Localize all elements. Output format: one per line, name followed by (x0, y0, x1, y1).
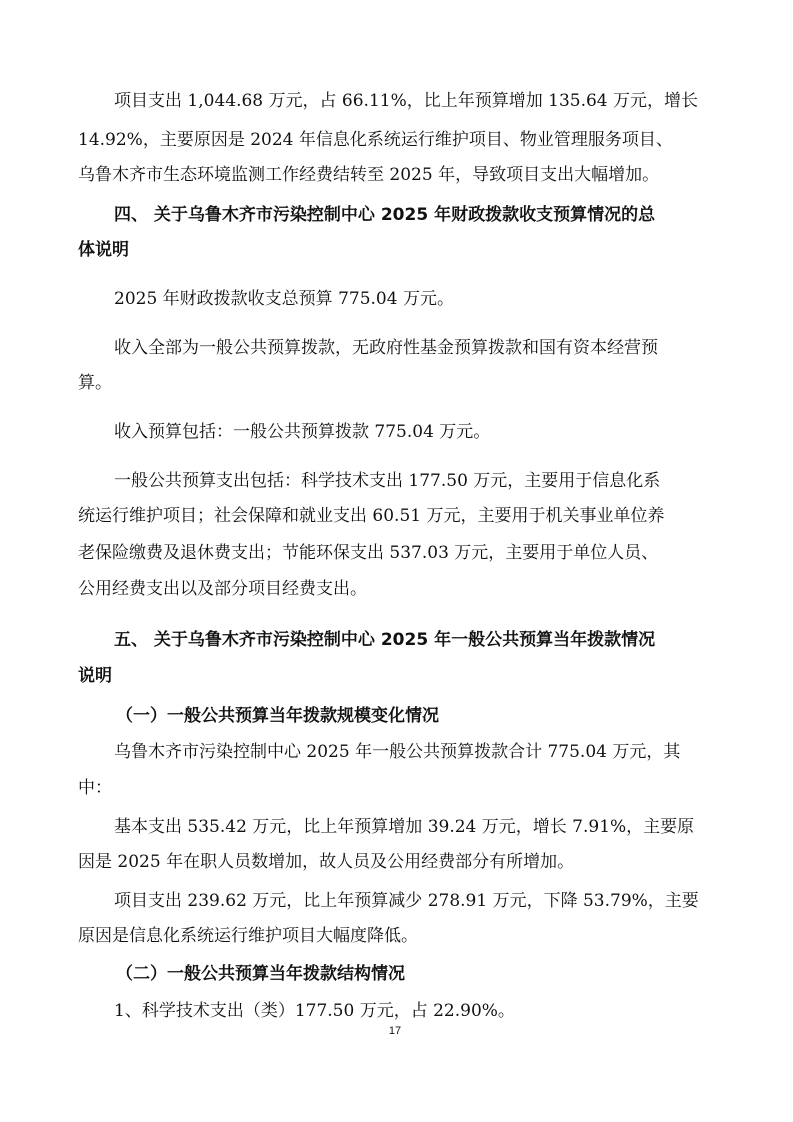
text-line: 基本支出 535.42 万元，比上年预算增加 39.24 万元，增长 7.91%，主要原 (114, 817, 695, 837)
heading-line: 四、 关于乌鲁木齐市污染控制中心 2025 年财政拨款收支预算情况的总 (114, 205, 656, 225)
text-line: 乌鲁木齐市生态环境监测工作经费结转至 2025 年，导致项目支出大幅增加。 (78, 165, 660, 185)
text-line: 项目支出 1,044.68 万元，占 66.11%，比上年预算增加 135.64 万元，增长 (114, 91, 699, 111)
page-number: 17 (388, 1025, 402, 1037)
text-line: 原因是信息化系统运行维护项目大幅度降低。 (78, 926, 418, 946)
text-line: 中： (78, 778, 112, 798)
text-line: 1、科学技术支出（类）177.50 万元，占 22.90%。 (114, 1001, 515, 1021)
text-line: 老保险缴费及退休费支出；节能环保支出 537.03 万元，主要用于单位人员、 (78, 543, 659, 563)
text-line: 公用经费支出以及部分项目经费支出。 (78, 579, 367, 599)
heading-line: （一）一般公共预算当年拨款规模变化情况 (116, 706, 439, 726)
text-line: 收入全部为一般公共预算拨款，无政府性基金预算拨款和国有资本经营预 (114, 338, 658, 358)
text-line: 2025 年财政拨款收支总预算 775.04 万元。 (114, 289, 454, 309)
text-line: 乌鲁木齐市污染控制中心 2025 年一般公共预算拨款合计 775.04 万元，其 (114, 742, 681, 762)
heading-line: 体说明 (78, 240, 129, 260)
text-line: 项目支出 239.62 万元，比上年预算减少 278.91 万元，下降 53.79%，主要 (114, 891, 699, 911)
text-line: 因是 2025 年在职人员数增加，故人员及公用经费部分有所增加。 (78, 852, 575, 872)
text-line: 统运行维护项目；社会保障和就业支出 60.51 万元，主要用于机关事业单位养 (78, 506, 665, 526)
text-line: 14.92%，主要原因是 2024 年信息化系统运行维护项目、物业管理服务项目、 (78, 130, 673, 150)
text-line: 收入预算包括：一般公共预算拨款 775.04 万元。 (114, 422, 491, 442)
text-line: 一般公共预算支出包括：科学技术支出 177.50 万元，主要用于信息化系 (114, 471, 661, 491)
text-line: 算。 (78, 373, 112, 393)
heading-line: 五、 关于乌鲁木齐市污染控制中心 2025 年一般公共预算当年拨款情况 (114, 630, 656, 650)
heading-line: 说明 (78, 666, 112, 686)
heading-line: （二）一般公共预算当年拨款结构情况 (116, 964, 405, 984)
